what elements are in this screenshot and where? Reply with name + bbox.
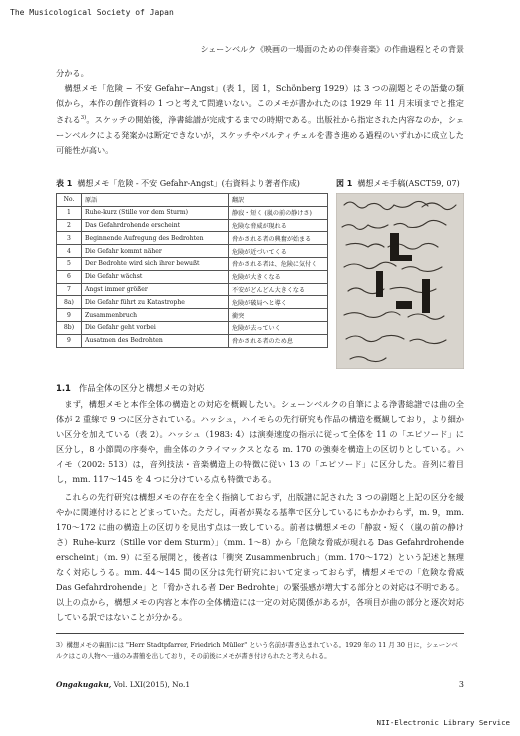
table-row [57, 257, 328, 270]
journal-volume: Vol. LXI(2015), No.1 [111, 680, 191, 689]
cell-no: 9 [57, 309, 82, 322]
table-header-row [57, 194, 328, 207]
cell-no: 5 [57, 257, 82, 270]
cell-original: Zusammenbruch [82, 309, 229, 322]
cell-original: Beginnende Aufregung des Bedrohten [82, 232, 229, 245]
figure-caption [336, 178, 460, 189]
cell-original: Angst immer größer [82, 283, 229, 296]
cell-translation: 危険が大きくなる [229, 270, 328, 283]
cell-translation: 危険が破局へと導く [229, 296, 328, 309]
cell-translation: 脅かされる者の興奮が始まる [229, 232, 328, 245]
cell-translation: 危険が去っていく [229, 321, 328, 334]
footnote-ref-3[interactable]: 3) [80, 115, 87, 121]
manuscript-drawing [336, 193, 464, 369]
cell-no: 4 [57, 245, 82, 258]
cell-original: Die Gefahr führt zu Katastrophe [82, 296, 229, 309]
page-number: 3 [458, 680, 464, 689]
paragraph-intro [56, 66, 464, 158]
cell-original: Der Bedrohte wird sich ihrer bewußt [82, 257, 229, 270]
table-row [57, 283, 328, 296]
cell-no: 7 [57, 283, 82, 296]
table-row [57, 309, 328, 322]
journal-citation [56, 680, 190, 689]
table-row [57, 206, 328, 219]
col-header-original: 原語 [82, 194, 229, 207]
col-header-no: No. [57, 194, 82, 207]
reference-table [56, 193, 328, 348]
table-row [57, 245, 328, 258]
cell-no: 1 [57, 206, 82, 219]
paragraph-structure-overview: まず，構想メモと本作全体の構造との対応を概観したい。シェーンベルクの自筆による浄書総譜では曲の全体が 2 重線で 9 つに区分されている。ハッシュ，ハイモらの先行研究も作品の構造を概観しており，より細かい区分を加えている（表 2）。ハッシュ（1983: 4）は演奏速度の指示に従って全体を 11 の「エピソード」に区分し，8 小節間の序奏や，曲全体のクライマックスとなる m. 170 の強奏を構造上の区切りとしている。ハイモ（2002: 513）は，音列技法・音楽構造上の特徴に従い 13 の「エピソード」に区分した。音列に着目し，mm. 117〜145 を 4 つに分けている点も特徴である。 [56, 399, 464, 484]
table-row [57, 296, 328, 309]
cell-original: Das Gefahrdrohende erscheint [82, 219, 229, 232]
running-head: シェーンベルク《映画の一場面のための伴奏音楽》の作曲過程とその背景 [200, 45, 464, 54]
paragraph-correspondence: これらの先行研究は構想メモの存在を全く指摘しておらず，出版譜に記された 3 つの副題と上記の区分を緩やかに関連付けるにとどまっていた。ただし，両者が異なる基準で区分しているにもかかわらず，m. 9，mm. 170〜172 に曲の構造上の区切りを見出す点は一致している。前者は構想メモの「静寂・短く（嵐の前の静けさ）Ruhe-kurz（Stille vor dem Sturm）」（mm. 1〜8）から「危険な脅威が現れる Das Gefahrdrohende erscheint」（m. 9）に至る展開と，後者は「衝突 Zusammenbruch」（mm. 170〜172）という記述と無理なく対応しうる。mm. 44〜145 間の区分は先行研究において定まっておらず，構想メモでの「危険な脅威 Das Gefahrdrohende」と「脅かされる者 Der Bedrohte」の緊張感が増大する部分との対応は不明である。以上の点から，構想メモの内容と本作の全体構造には一定の対応関係があるが，各項目が曲の部分と逐次対応している訳ではないことが分かる。 [56, 492, 464, 622]
table-row [57, 232, 328, 245]
cell-translation: 静寂・短く (嵐の前の静けさ) [229, 206, 328, 219]
cell-no: 8a) [57, 296, 82, 309]
cell-no: 8b) [57, 321, 82, 334]
section-number: 1.1 [56, 383, 71, 393]
cell-no: 6 [57, 270, 82, 283]
table-title: 構想メモ「危険 - 不安 Gefahr-Angst」(右資料より著者作成) [77, 179, 300, 188]
cell-translation: 危険が近づいてくる [229, 245, 328, 258]
table-row [57, 334, 328, 347]
table-row [57, 270, 328, 283]
cell-translation: 衝突 [229, 309, 328, 322]
journal-title: Ongakugaku, [56, 680, 112, 689]
table-row [57, 219, 328, 232]
cell-original: Die Gefahr wächst [82, 270, 229, 283]
cell-original: Die Gefahr geht vorbei [82, 321, 229, 334]
cell-translation: 脅かされる者のため息 [229, 334, 328, 347]
table-caption [56, 178, 326, 189]
paragraph-intro-part1: 分かる。 [56, 68, 89, 78]
society-name: The Musicological Society of Japan [10, 8, 174, 17]
manuscript-image [336, 193, 464, 369]
cell-no: 9 [57, 334, 82, 347]
cell-translation: 不安がどんどん大きくなる [229, 283, 328, 296]
cell-original: Ruhe-kurz (Stille vor dem Sturm) [82, 206, 229, 219]
table-label: 表 1 [56, 179, 73, 188]
figure-label: 図 1 [336, 179, 353, 188]
cell-no: 3 [57, 232, 82, 245]
paragraph-intro-part3: 。スケッチの開始後，浄書総譜が完成するまでの時期である。出版社から指定された内容なのか，シェーンベルクによる発案かは断定できないが，スケッチやパルティチェルを書き進める過程のいずれかに成立した可能性が高い。 [56, 114, 464, 155]
section-title: 作品全体の区分と構想メモの対応 [78, 383, 205, 393]
cell-original: Ausatmen des Bedrohten [82, 334, 229, 347]
cell-original: Die Gefahr kommt näher [82, 245, 229, 258]
footnote-3: 3）構想メモの裏面には "Herr Stadtpfarrer, Friedrich Müller" という名前が書き込まれている。1929 年の 11 月 30 日に，シェーンベルクはこの人物へ一通のみ書簡を出しており，その前後にメモが書き付けられたと考えられる。 [56, 641, 458, 660]
figure-title: 構想メモ手稿(ASCT59, 07) [357, 179, 460, 188]
section-heading [56, 382, 204, 394]
cell-translation: 脅かされる者は、危険に気付く [229, 257, 328, 270]
table-row [57, 321, 328, 334]
cell-no: 2 [57, 219, 82, 232]
paragraph-intro-part2: 構想メモ「危険 − 不安 Gefahr−Angst」(表 1，図 1，Schönberg 1929）は 3 つの副題とその語彙の類似から，本作の創作資料の 1 つと考えて問違いない。このメモが書かれたのは 1929 年 11 月末頃までと推定される [56, 83, 464, 125]
footnote-divider [56, 633, 464, 634]
archive-credit: NII-Electronic Library Service [376, 718, 510, 727]
col-header-translation: 翻訳 [229, 194, 328, 207]
cell-translation: 危険な脅威が現れる [229, 219, 328, 232]
